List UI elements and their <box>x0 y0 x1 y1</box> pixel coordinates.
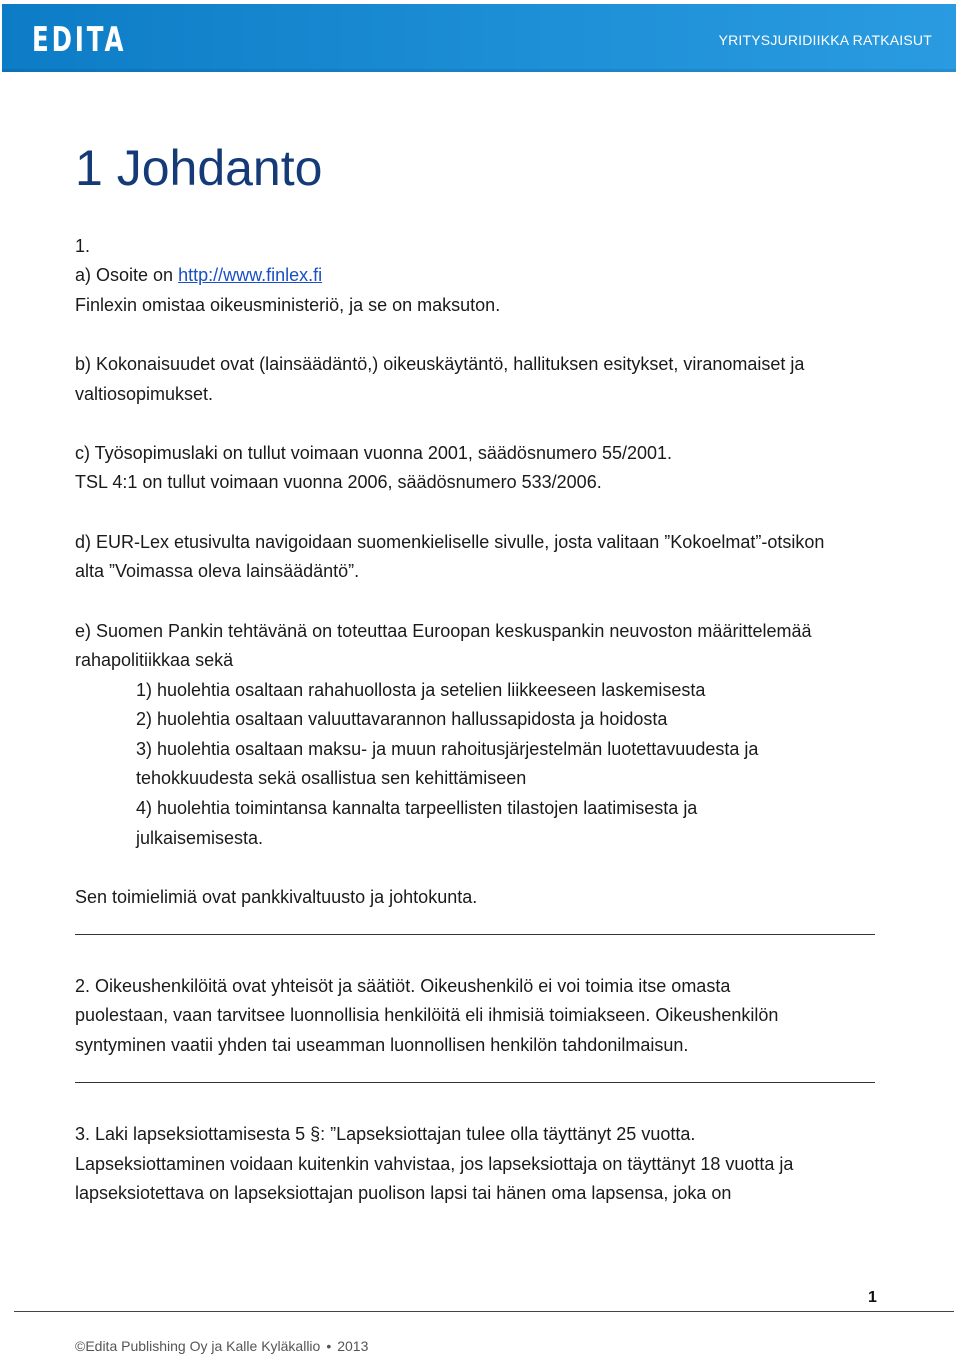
answer-a-line-1 <box>75 260 322 290</box>
list-item: 1) huolehtia osaltaan rahahuollosta ja setelien liikkeeseen laskemisesta <box>136 680 706 700</box>
bullet-separator: • <box>326 1338 332 1354</box>
page-title: 1 Johdanto <box>75 140 323 196</box>
section-divider <box>75 1082 875 1083</box>
section-2-line-3: syntyminen vaatii yhden tai useamman luonnollisen henkilön tahdonilmaisun. <box>75 1035 689 1055</box>
finlex-link[interactable]: http://www.finlex.fi <box>178 265 323 285</box>
section-2-line-2: puolestaan, vaan tarvitsee luonnollisia henkilöitä eli ihmisiä toimiakseen. Oikeushenkilön <box>75 1005 779 1025</box>
header-tagline: YRITYSJURIDIIKKA RATKAISUT <box>718 32 932 48</box>
list-item-continuation: julkaisemisesta. <box>136 828 264 848</box>
section-2-line-1: 2. Oikeushenkilöitä ovat yhteisöt ja säätiöt. Oikeushenkilö ei voi toimia itse omasta <box>75 976 731 996</box>
header-banner <box>2 4 956 72</box>
copyright-year: 2013 <box>337 1338 369 1354</box>
list-item: 2) huolehtia osaltaan valuuttavarannon hallussapidosta ja hoidosta <box>136 709 668 729</box>
answer-c-line-2: TSL 4:1 on tullut voimaan vuonna 2006, säädösnumero 533/2006. <box>75 472 602 492</box>
answer-d-line-1: d) EUR-Lex etusivulta navigoidaan suomenkieliselle sivulle, josta valitaan ”Kokoelmat”-otsikon <box>75 532 825 552</box>
footer-divider <box>14 1311 954 1312</box>
answer-a-line-2: Finlexin omistaa oikeusministeriö, ja se on maksuton. <box>75 295 501 315</box>
answer-e-line-2: rahapolitiikkaa sekä <box>75 650 234 670</box>
list-item: 4) huolehtia toimintansa kannalta tarpeellisten tilastojen laatimisesta ja <box>136 798 698 818</box>
answer-b-line-1: b) Kokonaisuudet ovat (lainsäädäntö,) oikeuskäytäntö, hallituksen esitykset, viranomaiset ja <box>75 354 805 374</box>
page-number: 1 <box>868 1289 877 1306</box>
list-item-continuation: tehokkuudesta sekä osallistua sen kehittämiseen <box>136 768 527 788</box>
section-3-line-3: lapseksiotettava on lapseksiottajan puolison lapsi tai hänen oma lapsensa, joka on <box>75 1183 732 1203</box>
list-item: 3) huolehtia osaltaan maksu- ja muun rahoitusjärjestelmän luotettavuudesta ja <box>136 739 759 759</box>
answer-e-line-1: e) Suomen Pankin tehtävänä on toteuttaa Euroopan keskuspankin neuvoston määrittelemää <box>75 621 812 641</box>
edita-logo: EDITA <box>32 20 127 60</box>
section-1-number: 1. <box>75 236 91 256</box>
section-3-line-1: 3. Laki lapseksiottamisesta 5 §: ”Lapseksiottajan tulee olla täyttänyt 25 vuotta. <box>75 1124 696 1144</box>
answer-c-line-1: c) Työsopimuslaki on tullut voimaan vuonna 2001, säädösnumero 55/2001. <box>75 443 673 463</box>
answer-e-closing: Sen toimielimiä ovat pankkivaltuusto ja johtokunta. <box>75 887 478 907</box>
section-3-line-2: Lapseksiottaminen voidaan kuitenkin vahvistaa, jos lapseksiottaja on täyttänyt 18 vuotta ja <box>75 1154 794 1174</box>
section-divider <box>75 934 875 935</box>
answer-d-line-2: alta ”Voimassa oleva lainsäädäntö”. <box>75 561 360 581</box>
copyright-footer <box>75 1337 368 1355</box>
copyright-text: ©Edita Publishing Oy ja Kalle Kyläkallio <box>75 1338 321 1354</box>
answer-a-prefix: a) Osoite on <box>75 265 179 285</box>
answer-b-line-2: valtiosopimukset. <box>75 384 214 404</box>
